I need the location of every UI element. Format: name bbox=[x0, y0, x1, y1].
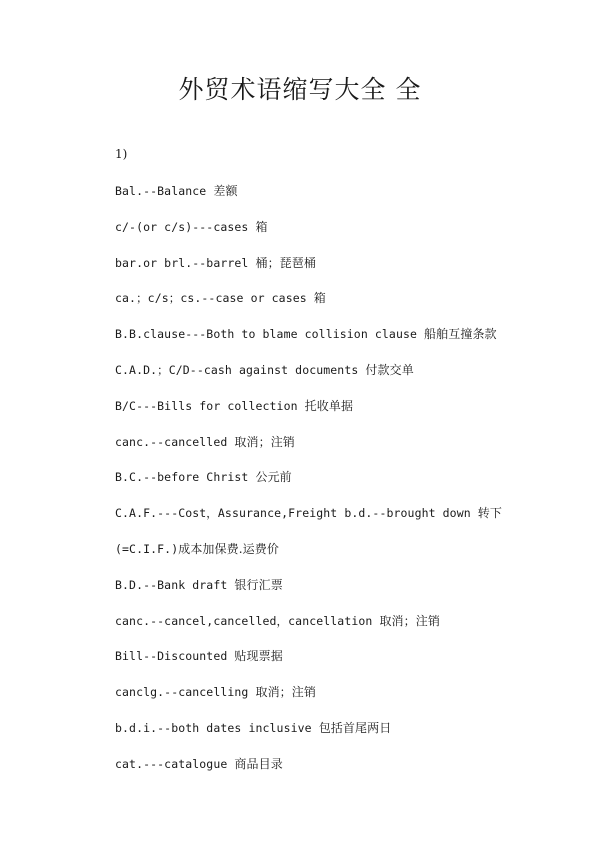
term-translation: 桶；琵琶桶 bbox=[255, 255, 316, 270]
term-entry bbox=[115, 756, 585, 792]
term-translation: 成本加保费.运费价 bbox=[178, 541, 279, 556]
term-translation: 转下 bbox=[477, 506, 502, 521]
term-abbreviation: B/C---Bills for collection bbox=[115, 398, 305, 413]
term-translation: 箱 bbox=[313, 291, 326, 306]
term-translation: 公元前 bbox=[255, 470, 292, 485]
term-abbreviation: cat.---catalogue bbox=[115, 756, 235, 771]
term-abbreviation: Bill--Discounted bbox=[115, 649, 235, 664]
term-entry bbox=[115, 577, 585, 613]
term-abbreviation: (=C.I.F.) bbox=[115, 541, 179, 556]
term-entry bbox=[115, 541, 585, 577]
term-translation: 托收单据 bbox=[304, 398, 354, 413]
term-abbreviation: b.d.i.--both dates inclusive bbox=[115, 720, 319, 735]
term-abbreviation: ca.；c/s；cs.--case or cases bbox=[115, 291, 314, 306]
page-title: 外贸术语缩写大全 全 bbox=[178, 75, 422, 104]
term-abbreviation: B.B.clause---Both to blame collision clause bbox=[115, 327, 425, 342]
term-abbreviation: canc.--cancelled bbox=[115, 434, 235, 449]
term-entry bbox=[115, 398, 585, 434]
term-entry bbox=[115, 290, 585, 326]
term-abbreviation: C.A.F.---Cost，Assurance,Freight b.d.--brought down bbox=[115, 506, 478, 521]
term-entry bbox=[115, 183, 585, 219]
term-entry bbox=[115, 613, 585, 649]
term-list bbox=[115, 183, 585, 792]
term-translation: 付款交单 bbox=[365, 362, 414, 377]
term-translation: 银行汇票 bbox=[234, 577, 283, 592]
term-translation: 箱 bbox=[255, 219, 268, 234]
term-entry bbox=[115, 684, 585, 720]
term-entry bbox=[115, 505, 585, 541]
term-abbreviation: c/-(or c/s)---cases bbox=[115, 219, 256, 234]
term-translation: 包括首尾两日 bbox=[318, 720, 392, 735]
term-entry bbox=[115, 255, 585, 291]
term-translation: 取消；注销 bbox=[379, 613, 440, 628]
section-number: 1) bbox=[115, 147, 128, 161]
term-entry bbox=[115, 469, 585, 505]
term-translation: 贴现票据 bbox=[234, 649, 283, 664]
term-entry bbox=[115, 720, 585, 756]
term-translation: 船舶互撞条款 bbox=[424, 327, 497, 342]
term-abbreviation: canclg.--cancelling bbox=[115, 685, 256, 700]
term-translation: 商品目录 bbox=[234, 756, 283, 771]
term-entry bbox=[115, 434, 585, 470]
term-abbreviation: canc.--cancel,cancelled，cancellation bbox=[115, 613, 380, 628]
term-entry bbox=[115, 219, 585, 255]
term-abbreviation: bar.or brl.--barrel bbox=[115, 255, 256, 270]
term-entry bbox=[115, 362, 585, 398]
term-translation: 取消；注销 bbox=[255, 685, 316, 700]
term-entry bbox=[115, 326, 585, 362]
term-abbreviation: Bal.--Balance bbox=[115, 184, 214, 198]
term-abbreviation: B.D.--Bank draft bbox=[115, 577, 235, 592]
term-entry bbox=[115, 648, 585, 684]
term-abbreviation: B.C.--before Christ bbox=[115, 470, 256, 485]
term-abbreviation: C.A.D.；C/D--cash against documents bbox=[115, 362, 366, 377]
term-translation: 取消；注销 bbox=[234, 434, 295, 449]
term-translation: 差额 bbox=[213, 184, 238, 198]
